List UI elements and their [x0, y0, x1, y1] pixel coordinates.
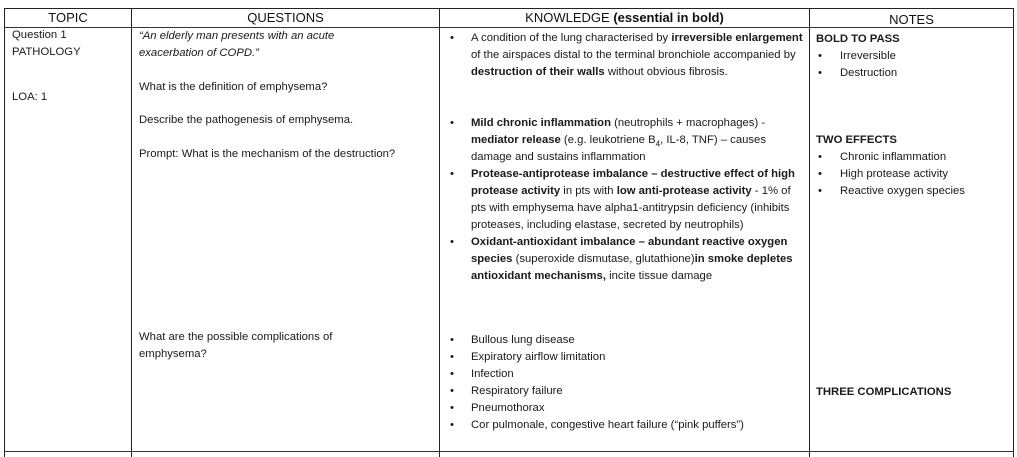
knowledge-protease: • Protease-antiprotease imbalance – destructive effect of high protease activity in pts with low anti-protease activity - 1% of pts with emphysema have alpha1-antitrypsin deficiency (inhibits proteases, including elastase, secreted by neutrophils): [450, 166, 804, 234]
header-knowledge-note: (essential in bold): [613, 10, 724, 25]
header-questions: [132, 9, 439, 26]
notes-three-complications: [816, 384, 1011, 401]
knowledge-definition: • A condition of the lung characterised by irreversible enlargement of the airspaces distal to the terminal bronchiole accompanied by destruction of their walls without obvious fibrosis.: [450, 30, 804, 81]
column-divider-questions: [439, 8, 440, 457]
notes-pass-item: • Irreversible: [816, 48, 1011, 65]
header-notes: [810, 11, 1013, 28]
header-topic-label: TOPIC: [48, 10, 88, 25]
complication-item: • Infection: [450, 366, 804, 383]
table-border-right: [1013, 8, 1014, 457]
knowledge-complications-block: [450, 332, 804, 434]
notes-effect-item: • Reactive oxygen species: [816, 183, 1011, 200]
complication-item: • Expiratory airflow limitation: [450, 349, 804, 366]
complication-item: • Pneumothorax: [450, 400, 804, 417]
notes-bold-to-pass: [816, 31, 1011, 82]
notes-effect-item: • Chronic inflammation: [816, 149, 1011, 166]
table-border-left: [4, 8, 5, 457]
notes-heading-three-complications: THREE COMPLICATIONS: [816, 386, 952, 398]
complication-item: • Bullous lung disease: [450, 332, 804, 349]
column-divider-knowledge: [809, 8, 810, 457]
column-divider-topic: [131, 8, 132, 457]
loa-level: LOA: 1: [12, 91, 48, 103]
notes-two-effects: [816, 132, 1011, 200]
notes-effect-item: • High protease activity: [816, 166, 1011, 183]
question-number: Question 1: [12, 29, 67, 41]
topic-subject: PATHOLOGY: [12, 46, 81, 58]
header-topic: [5, 9, 131, 26]
header-questions-label: QUESTIONS: [247, 10, 324, 25]
question-complications: What are the possible complications of emphysema?: [139, 331, 333, 360]
knowledge-definition-block: [450, 30, 804, 81]
notes-heading-two-effects: TWO EFFECTS: [816, 134, 897, 146]
complication-item: • Cor pulmonale, congestive heart failure (“pink puffers”): [450, 417, 804, 434]
topic-cell: [12, 27, 127, 106]
complication-item: • Respiratory failure: [450, 383, 804, 400]
question-prompt: Prompt: What is the mechanism of the destruction?: [139, 148, 396, 160]
knowledge-oxidant: • Oxidant-antioxidant imbalance – abundant reactive oxygen species (superoxide dismutase, glutathione)in smoke depletes antioxidant mechanisms, incite tissue damage: [450, 234, 804, 285]
header-notes-label: NOTES: [889, 12, 934, 27]
notes-heading-bold-to-pass: BOLD TO PASS: [816, 33, 900, 45]
question-pathogenesis: Describe the pathogenesis of emphysema.: [139, 114, 354, 126]
question-scenario: “An elderly man presents with an acute exacerbation of COPD.”: [139, 30, 335, 59]
knowledge-inflammation: • Mild chronic inflammation (neutrophils + macrophages) - mediator release (e.g. leukotriene $B_4$, IL-8, TNF) – causes damage and sustains inflammation: [450, 115, 804, 166]
question-definition: What is the definition of emphysema?: [139, 81, 328, 93]
header-knowledge-label: KNOWLEDGE: [525, 10, 610, 25]
row-divider-bottom: [4, 451, 1013, 452]
notes-pass-item: • Destruction: [816, 65, 1011, 82]
header-knowledge: [440, 9, 809, 26]
knowledge-pathogenesis-block: [450, 115, 804, 285]
